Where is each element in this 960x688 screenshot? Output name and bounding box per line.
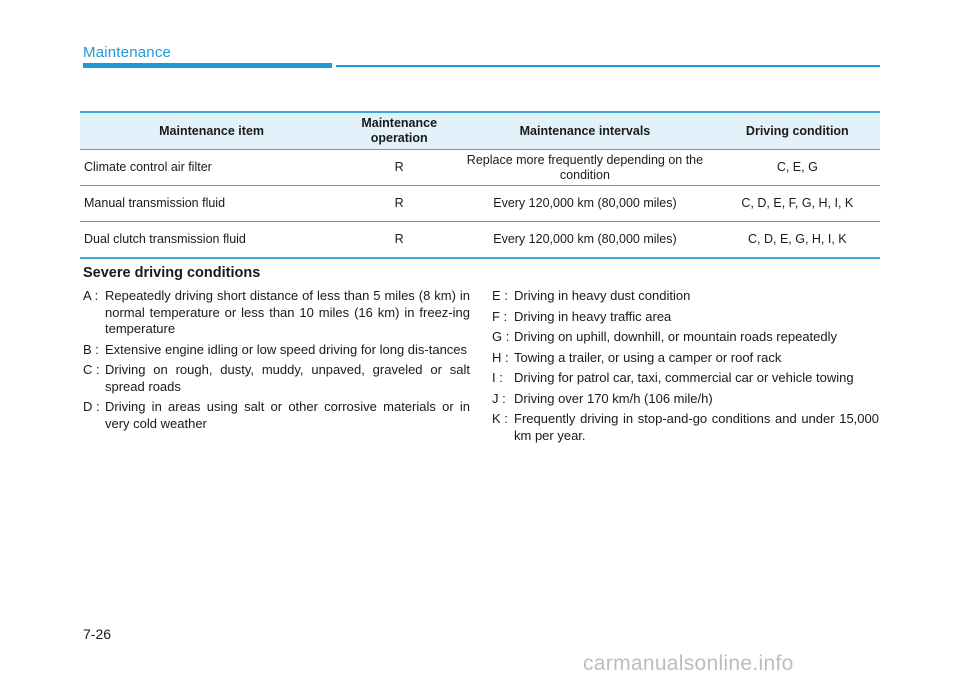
condition-item bbox=[83, 399, 470, 432]
condition-text: Driving over 170 km/h (106 mile/h) bbox=[514, 390, 713, 406]
condition-item bbox=[492, 329, 879, 346]
condition-letter: C : bbox=[83, 362, 100, 377]
cell-condition: C, E, G bbox=[715, 150, 880, 186]
header-maintenance-operation: Maintenance operation bbox=[343, 112, 455, 150]
table-row bbox=[80, 150, 880, 186]
cell-interval: Every 120,000 km (80,000 miles) bbox=[455, 186, 714, 222]
condition-text: Driving in heavy traffic area bbox=[514, 308, 672, 324]
condition-letter: G : bbox=[492, 329, 510, 344]
conditions-right-column bbox=[492, 288, 879, 448]
maintenance-table bbox=[80, 111, 880, 259]
condition-letter: D : bbox=[83, 399, 100, 414]
header-driving-condition: Driving condition bbox=[715, 112, 880, 150]
header-rule-thin bbox=[336, 65, 880, 67]
cell-interval: Every 120,000 km (80,000 miles) bbox=[455, 222, 714, 259]
table-row bbox=[80, 222, 880, 259]
condition-item bbox=[492, 391, 879, 408]
condition-item bbox=[492, 350, 879, 367]
condition-item bbox=[83, 362, 470, 395]
condition-text: Towing a trailer, or using a camper or roof rack bbox=[514, 349, 782, 365]
cell-item: Dual clutch transmission fluid bbox=[80, 222, 343, 259]
condition-text: Driving in areas using salt or other corrosive materials or in very cold weather bbox=[105, 399, 470, 431]
cell-condition: C, D, E, G, H, I, K bbox=[715, 222, 880, 259]
condition-item bbox=[492, 370, 879, 387]
condition-letter: A : bbox=[83, 288, 99, 303]
page-number: 7-26 bbox=[83, 626, 112, 642]
condition-letter: E : bbox=[492, 288, 508, 303]
condition-text: Repeatedly driving short distance of less than 5 miles (8 km) in normal temperature or less than 10 miles (16 km) in freez-ing temperature bbox=[105, 288, 470, 336]
severe-conditions-title: Severe driving conditions bbox=[83, 265, 261, 281]
header-maintenance-intervals: Maintenance intervals bbox=[455, 112, 714, 150]
cell-interval: Replace more frequently depending on the condition bbox=[455, 150, 714, 186]
cell-condition: C, D, E, F, G, H, I, K bbox=[715, 186, 880, 222]
header-rule-thick bbox=[83, 63, 332, 68]
condition-item bbox=[83, 342, 470, 359]
cell-item: Manual transmission fluid bbox=[80, 186, 343, 222]
cell-operation: R bbox=[343, 150, 455, 186]
condition-text: Driving on uphill, downhill, or mountain roads repeatedly bbox=[514, 329, 838, 344]
condition-letter: I : bbox=[492, 370, 503, 385]
condition-text: Frequently driving in stop-and-go conditions and under 15,000 km per year. bbox=[514, 411, 879, 443]
condition-text: Driving on rough, dusty, muddy, unpaved, graveled or salt spread roads bbox=[105, 362, 470, 394]
condition-item bbox=[492, 288, 879, 305]
condition-text: Extensive engine idling or low speed driving for long dis-tances bbox=[105, 341, 468, 357]
condition-letter: F : bbox=[492, 308, 508, 324]
header-maintenance-item: Maintenance item bbox=[80, 112, 343, 150]
cell-item: Climate control air filter bbox=[80, 150, 343, 186]
section-title: Maintenance bbox=[83, 44, 172, 61]
table-header-row bbox=[80, 112, 880, 150]
condition-letter: J : bbox=[492, 390, 506, 406]
condition-item bbox=[492, 411, 879, 444]
condition-letter: B : bbox=[83, 341, 99, 357]
condition-letter: H : bbox=[492, 349, 509, 365]
conditions-left-column bbox=[83, 288, 470, 436]
cell-operation: R bbox=[343, 186, 455, 222]
condition-item bbox=[492, 309, 879, 326]
condition-text: Driving for patrol car, taxi, commercial car or vehicle towing bbox=[514, 370, 854, 385]
watermark: carmanualsonline.info bbox=[583, 652, 794, 675]
condition-text: Driving in heavy dust condition bbox=[514, 288, 691, 303]
table-row bbox=[80, 186, 880, 222]
condition-letter: K : bbox=[492, 411, 508, 426]
cell-operation: R bbox=[343, 222, 455, 259]
condition-item bbox=[83, 288, 470, 338]
